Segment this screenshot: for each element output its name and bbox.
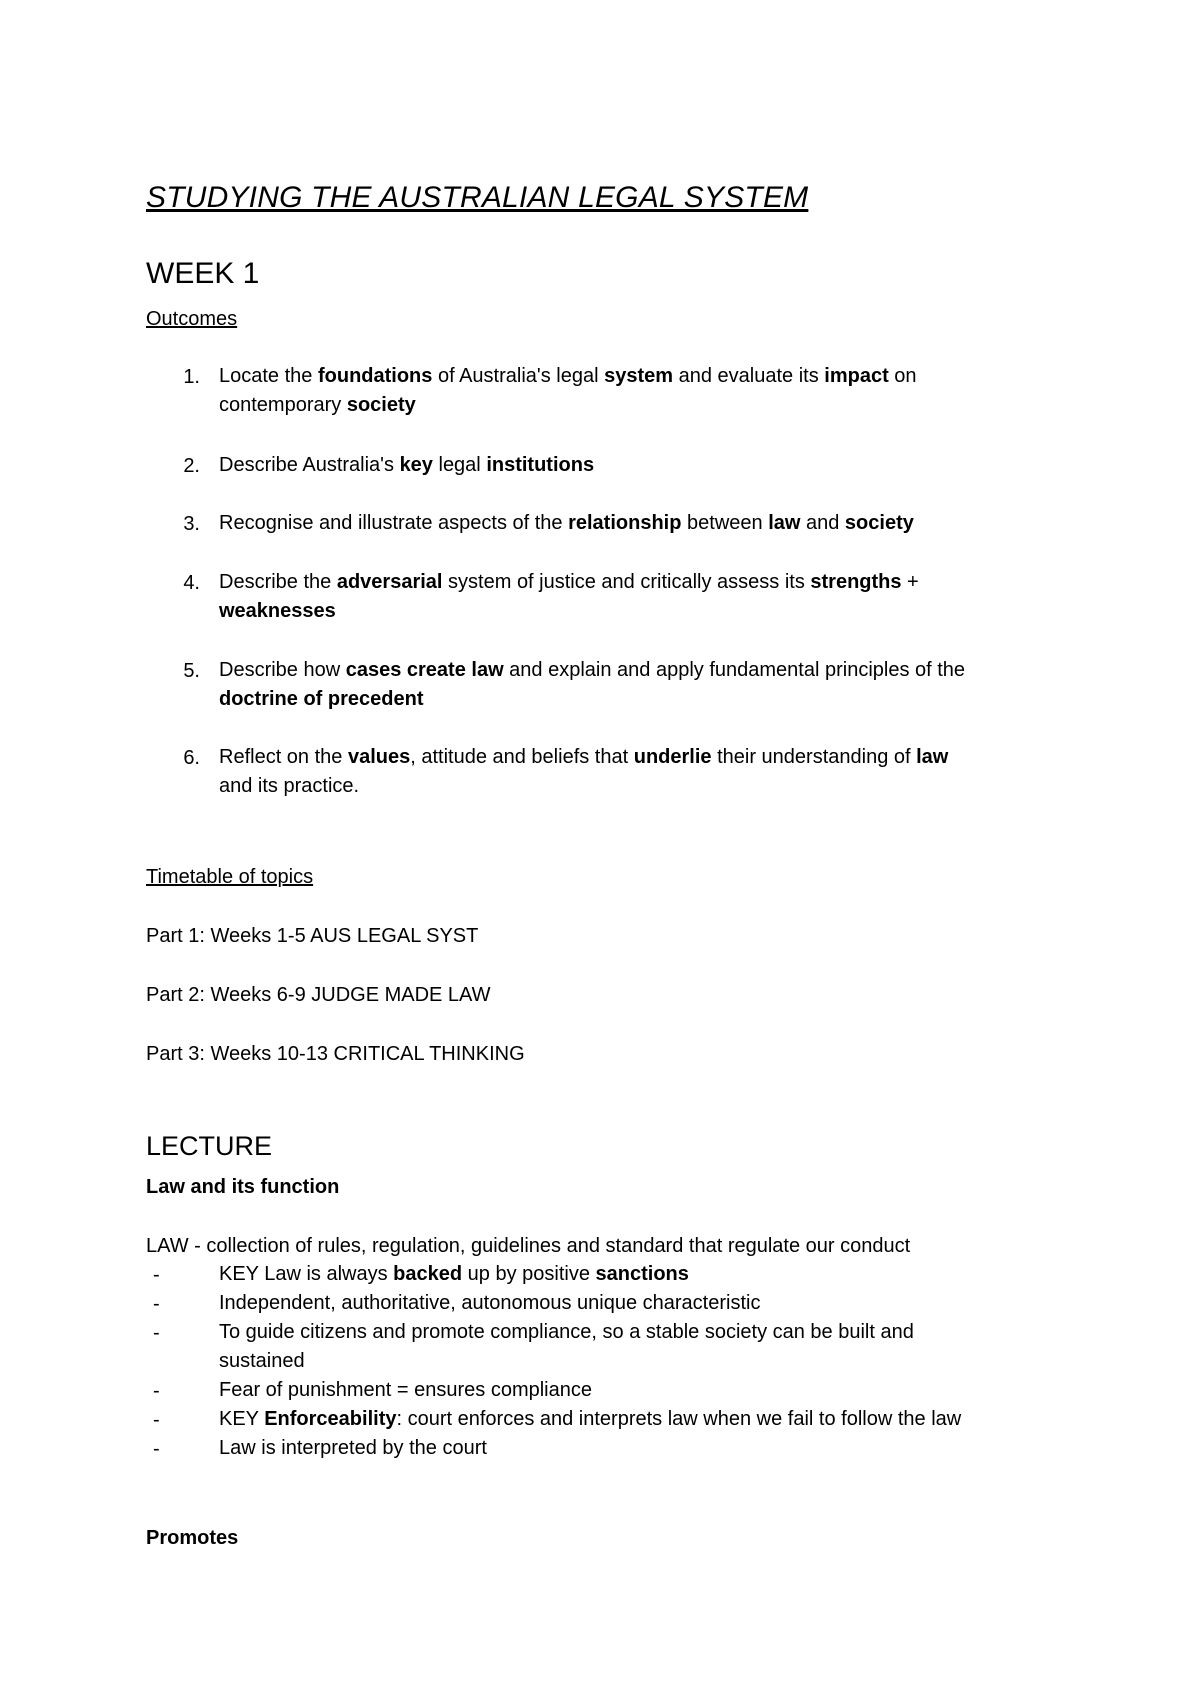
list-item: Reflect on the values, attitude and beliefs that underlie their understanding of law and its practice. xyxy=(219,746,949,797)
lecture-heading: LECTURE xyxy=(146,1131,273,1161)
bullet-dash: - xyxy=(153,1293,160,1315)
list-item: KEY Enforceability: court enforces and interprets law when we fail to follow the law xyxy=(219,1408,962,1430)
bullet-dash: - xyxy=(153,1380,160,1402)
bullet-dash: - xyxy=(153,1409,160,1431)
bullet-dash: - xyxy=(153,1438,160,1460)
timetable-heading: Timetable of topics xyxy=(146,866,314,888)
timetable-part: Part 1: Weeks 1-5 AUS LEGAL SYST xyxy=(146,925,479,947)
list-number: 4. xyxy=(183,572,200,594)
list-item: KEY Law is always backed up by positive sanctions xyxy=(219,1263,689,1285)
timetable-part: Part 3: Weeks 10-13 CRITICAL THINKING xyxy=(146,1043,525,1065)
outcomes-heading: Outcomes xyxy=(146,308,238,330)
list-item: Describe how cases create law and explain and apply fundamental principles of the doctrine of precedent xyxy=(219,659,966,710)
list-number: 3. xyxy=(183,513,200,535)
document-title: STUDYING THE AUSTRALIAN LEGAL SYSTEM xyxy=(146,181,809,214)
timetable-part: Part 2: Weeks 6-9 JUDGE MADE LAW xyxy=(146,984,491,1006)
list-number: 1. xyxy=(183,366,200,388)
list-item: Describe the adversarial system of justice and critically assess its strengths + weaknesses xyxy=(219,571,919,622)
list-item: To guide citizens and promote compliance, so a stable society can be built and sustained xyxy=(219,1321,914,1372)
list-item: Locate the foundations of Australia's legal system and evaluate its impact on contemporary society xyxy=(219,365,917,416)
list-number: 6. xyxy=(183,747,200,769)
list-item: Independent, authoritative, autonomous unique characteristic xyxy=(219,1292,761,1314)
law-definition: LAW - collection of rules, regulation, guidelines and standard that regulate our conduct xyxy=(146,1235,911,1257)
list-item: Law is interpreted by the court xyxy=(219,1437,487,1459)
week-heading: WEEK 1 xyxy=(146,257,260,290)
lecture-subheading: Law and its function xyxy=(146,1176,340,1198)
list-item: Fear of punishment = ensures compliance xyxy=(219,1379,592,1401)
bullet-dash: - xyxy=(153,1264,160,1286)
bullet-dash: - xyxy=(153,1322,160,1344)
list-item: Recognise and illustrate aspects of the relationship between law and society xyxy=(219,512,914,534)
list-number: 2. xyxy=(183,455,200,477)
list-item: Describe Australia's key legal institutions xyxy=(219,454,595,476)
promotes-heading: Promotes xyxy=(146,1527,239,1549)
list-number: 5. xyxy=(183,660,200,682)
